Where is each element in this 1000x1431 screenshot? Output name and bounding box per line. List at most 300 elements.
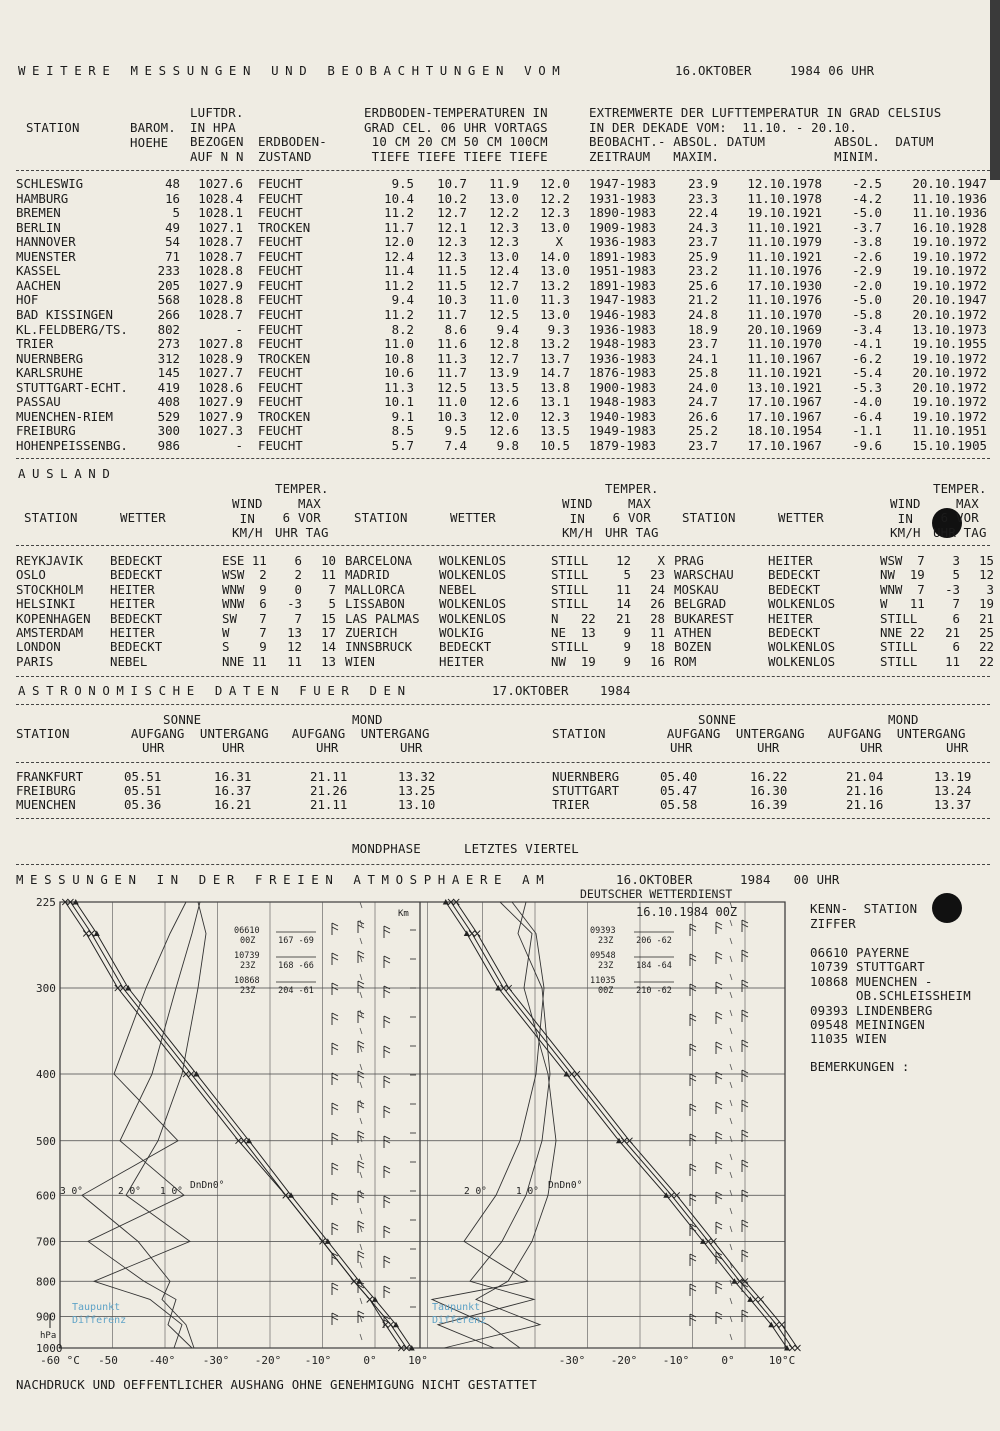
skew-tick: [730, 1298, 732, 1304]
temp-max: 24: [650, 581, 665, 597]
wind: STILL: [880, 639, 918, 655]
wind-barb: [332, 1223, 338, 1235]
soil-100cm: 13.2: [540, 277, 570, 293]
station-entry: OB.SCHLEISSHEIM: [810, 988, 971, 1004]
weather: HEITER: [768, 610, 813, 626]
mondphase-value: LETZTES VIERTEL: [464, 841, 579, 856]
soil-state: FEUCHT: [258, 234, 303, 250]
temp-6uhr: 12: [287, 639, 302, 655]
soil-20cm: 12.3: [437, 234, 467, 250]
moonrise: 21.04: [846, 769, 884, 784]
data-point: [383, 1322, 389, 1328]
station-name: KASSEL: [16, 263, 61, 279]
moonset: 13.10: [398, 797, 436, 813]
uhr-label: UHR: [860, 740, 883, 755]
wind-barb: [716, 922, 722, 934]
wind-barb: [358, 1101, 364, 1113]
station-name: BOZEN: [674, 639, 712, 655]
station-name: WIEN: [345, 653, 375, 669]
period: 1946-1983: [589, 306, 657, 322]
period: 1948-1983: [589, 394, 657, 410]
wind-barb: [384, 1196, 390, 1208]
max-date: 11.10.1921: [747, 219, 822, 235]
abs-max: 24.8: [688, 306, 718, 322]
inland-row: [0, 206, 1000, 221]
wind-barb: [716, 1222, 722, 1234]
max-date: 11.10.1978: [747, 190, 822, 206]
data-point: [779, 1322, 785, 1328]
sunset: 16.21: [214, 797, 252, 813]
temp-6uhr: 11: [945, 653, 960, 669]
wind-barb: [716, 1192, 722, 1204]
station-name: HOF: [16, 292, 39, 308]
soil-20cm: 11.7: [437, 365, 467, 381]
pressure-label: 1000: [36, 1342, 63, 1355]
period: 1947-1983: [589, 176, 657, 191]
station-name: NUERNBERG: [16, 350, 84, 366]
inland-row: [0, 337, 1000, 352]
barom-height: 49: [165, 219, 180, 235]
min-date: 19.10.1972: [912, 394, 987, 410]
temp-6uhr: 12: [616, 553, 631, 568]
soil-100cm: 10.5: [540, 437, 570, 453]
wind-barb: [358, 1041, 364, 1053]
temp-max: 7: [328, 581, 336, 597]
soil-state: FEUCHT: [258, 365, 303, 381]
soil-10cm: 12.0: [384, 234, 414, 250]
soil-10cm: 11.0: [384, 336, 414, 352]
soil-10cm: 10.6: [384, 365, 414, 381]
station-name: AMSTERDAM: [16, 625, 84, 640]
station-name: STUTTGART-ECHT.: [16, 379, 128, 395]
barom-height: 145: [157, 365, 180, 381]
abs-max: 25.6: [688, 277, 718, 293]
soil-state: FEUCHT: [258, 176, 303, 191]
ausland-row: [0, 612, 1000, 627]
station-name: MALLORCA: [345, 581, 405, 597]
taupunkt-label: Taupunkt: [72, 1302, 121, 1313]
station-name: KARLSRUHE: [16, 365, 84, 381]
temp-tick-label: -20°: [610, 1354, 638, 1367]
weather: BEDECKT: [110, 639, 163, 655]
abs-min: -3.4: [852, 321, 882, 337]
pressure: 1028.4: [198, 190, 243, 206]
temp-tick-label: -30°: [202, 1354, 230, 1367]
barom-height: 300: [157, 423, 180, 439]
soil-20cm: 7.4: [444, 437, 467, 453]
wind-barb: [384, 1046, 390, 1058]
abs-max: 23.2: [688, 263, 718, 279]
skew-tick: [360, 1154, 362, 1160]
pressure: 1028.7: [198, 248, 243, 264]
abs-min: -9.6: [852, 437, 882, 453]
wind: NW 19: [551, 653, 596, 669]
data-point: [89, 931, 95, 937]
skew-tick: [360, 992, 362, 998]
wind-barb: [690, 1014, 696, 1026]
abs-max: 26.6: [688, 408, 718, 424]
temp-max: 26: [650, 596, 665, 612]
weather: WOLKIG: [439, 625, 484, 640]
skew-tick: [360, 938, 362, 944]
wind-barb: [716, 1012, 722, 1024]
wind-barb: [690, 1194, 696, 1206]
soil-state: TROCKEN: [258, 219, 311, 235]
ausland-row: [0, 554, 1000, 569]
min-date: 13.10.1973: [912, 321, 987, 337]
station-name: MADRID: [345, 567, 390, 583]
soil-10cm: 9.5: [391, 176, 414, 191]
chart-date: 16.10.1984 00Z: [636, 905, 738, 919]
skew-tick: [730, 1226, 732, 1232]
divider: [16, 762, 990, 763]
temp-6uhr: -3: [945, 581, 960, 597]
abs-max: 24.1: [688, 350, 718, 366]
temp-max: 3: [986, 581, 994, 597]
wind-barb: [690, 1164, 696, 1176]
temp-max: 19: [979, 596, 994, 612]
moonrise: 21.16: [846, 783, 884, 799]
min-date: 11.10.1951: [912, 423, 987, 439]
wind-barb: [690, 1074, 696, 1086]
soil-10cm: 12.4: [384, 248, 414, 264]
wind-barb: [384, 1256, 390, 1268]
min-date: 11.10.1936: [912, 190, 987, 206]
divider: [16, 545, 990, 546]
max-date: 11.10.1970: [747, 306, 822, 322]
station-name: KL.FELDBERG/TS.: [16, 321, 128, 337]
ausland-row: [0, 597, 1000, 612]
skew-tick: [360, 1064, 362, 1070]
astro-row: [0, 798, 1000, 813]
legend-values: 168 -66: [278, 961, 314, 971]
wind-barb: [358, 981, 364, 993]
period: 1891-1983: [589, 248, 657, 264]
dewpoint-label: 2 0°: [118, 1186, 141, 1197]
min-date: 15.10.1905: [912, 437, 987, 453]
wind: WSW 7: [880, 553, 925, 568]
temp-max: 23: [650, 567, 665, 583]
temp-6uhr: 9: [623, 639, 631, 655]
barom-height: 5: [172, 205, 180, 221]
station-name: ROM: [674, 653, 697, 669]
wind-barb: [716, 1162, 722, 1174]
barom-height: 48: [165, 176, 180, 191]
temp-max: 15: [979, 553, 994, 568]
pressure: 1028.8: [198, 292, 243, 308]
wind: W 7: [222, 625, 267, 640]
min-date: 19.10.1972: [912, 408, 987, 424]
wind: STILL: [880, 610, 918, 626]
pressure: 1028.1: [198, 205, 243, 221]
legend-values: 167 -69: [278, 936, 314, 946]
skew-tick: [730, 938, 732, 944]
moonset: 13.32: [398, 769, 436, 784]
temp-max: 13: [321, 653, 336, 669]
temp-max: 16: [650, 653, 665, 669]
sunset: 16.37: [214, 783, 252, 799]
temp-tick-label: 0°: [721, 1354, 735, 1367]
stations-header: KENN- STATION ZIFFER: [810, 901, 918, 931]
temp-tick-label: -10°: [662, 1354, 690, 1367]
soil-state: FEUCHT: [258, 306, 303, 322]
wind-barb: [332, 953, 338, 965]
wind-barb: [690, 1254, 696, 1266]
abs-min: -5.0: [852, 292, 882, 308]
data-point: [474, 931, 480, 937]
abs-min: -3.8: [852, 234, 882, 250]
wind-barb: [716, 952, 722, 964]
km-label: Km: [398, 909, 409, 919]
pressure: 1027.3: [198, 423, 243, 439]
station-entry: 09548 MEININGEN: [810, 1017, 925, 1032]
legend-time: 00Z: [240, 936, 256, 946]
soil-50cm: 12.5: [489, 306, 519, 322]
inland-row: [0, 308, 1000, 323]
temp-max: 22: [979, 639, 994, 655]
weather: NEBEL: [439, 581, 477, 597]
inland-row: [0, 381, 1000, 396]
temp-6uhr: 6: [294, 553, 302, 568]
col-station: STATION: [354, 510, 408, 525]
legend-station-id: 11035: [590, 976, 616, 986]
inland-row: [0, 177, 1000, 192]
soil-20cm: 11.5: [437, 263, 467, 279]
divider: [16, 864, 990, 865]
legend-time: 23Z: [598, 936, 614, 946]
abs-min: -4.0: [852, 394, 882, 410]
station-name: LAS PALMAS: [345, 610, 420, 626]
soil-100cm: 13.1: [540, 394, 570, 410]
col-temper: TEMPER. MAX 6 VOR UHR TAG: [605, 481, 659, 540]
soil-50cm: 12.2: [489, 205, 519, 221]
wind-barb: [332, 1013, 338, 1025]
max-date: 13.10.1921: [747, 379, 822, 395]
astro-date: 17.OKTOBER: [492, 683, 569, 698]
skew-tick: [730, 1082, 732, 1088]
skew-tick: [360, 1208, 362, 1214]
data-point: [367, 1296, 373, 1302]
temp-max: X: [657, 553, 665, 568]
max-date: 17.10.1930: [747, 277, 822, 293]
divider: [16, 818, 990, 819]
dewpoint-label: 2 0°: [464, 1186, 487, 1197]
uhr-label: UHR: [222, 740, 245, 755]
ausland-title: AUSLAND: [18, 466, 117, 481]
col-wind: WIND IN KM/H: [562, 496, 593, 540]
station-entry: 11035 WIEN: [810, 1031, 887, 1047]
soil-50cm: 12.4: [489, 263, 519, 279]
skew-tick: [360, 1298, 362, 1304]
temp-6uhr: -3: [287, 596, 302, 612]
soil-state: TROCKEN: [258, 350, 311, 366]
wind-barb: [332, 1283, 338, 1295]
ausland-row: [0, 568, 1000, 583]
abs-min: -2.5: [852, 176, 882, 191]
wind: STILL: [551, 553, 589, 568]
data-point: [774, 1322, 780, 1328]
soil-20cm: 8.6: [444, 321, 467, 337]
min-date: 20.10.1947: [912, 176, 987, 191]
station-name: PRAG: [674, 553, 704, 568]
weather: WOLKENLOS: [768, 653, 836, 669]
wind-barb: [332, 1103, 338, 1115]
station-entry: 06610 PAYERNE: [810, 945, 910, 960]
uhr-label: UHR: [946, 740, 969, 755]
legend-station-id: 09393: [590, 926, 616, 936]
soil-50cm: 9.4: [496, 321, 519, 337]
temp-6uhr: 3: [952, 553, 960, 568]
remarks-label: BEMERKUNGEN :: [810, 1059, 910, 1074]
chart-series: [62, 899, 800, 1351]
pressure: 1028.7: [198, 234, 243, 250]
wind: NE 13: [551, 625, 596, 640]
barom-height: 54: [165, 234, 180, 250]
station-name: LISSABON: [345, 596, 405, 612]
col-wind: WIND IN KM/H: [232, 496, 263, 540]
temp-6uhr: 13: [287, 625, 302, 640]
weather: WOLKENLOS: [439, 596, 507, 612]
wind-barb: [358, 1311, 364, 1323]
temp-max: 21: [979, 610, 994, 626]
weather: BEDECKT: [110, 567, 163, 583]
wind: WNW 6: [222, 596, 267, 612]
col-temper: TEMPER. MAX 6 VOR UHR TAG: [933, 481, 987, 540]
soil-20cm: 11.5: [437, 277, 467, 293]
station-name: INNSBRUCK: [345, 639, 413, 655]
weather: WOLKENLOS: [439, 567, 507, 583]
station-entry: 10739 STUTTGART: [810, 959, 925, 975]
pressure: 1027.1: [198, 219, 243, 235]
weather: BEDECKT: [110, 553, 163, 568]
pressure-label: 500: [36, 1134, 56, 1148]
skew-tick: [730, 1100, 732, 1106]
wind-barb: [358, 921, 364, 933]
period: 1879-1983: [589, 437, 657, 453]
dewpoint-label: 3 0°: [60, 1186, 83, 1197]
soil-100cm: 12.2: [540, 190, 570, 206]
soil-state: FEUCHT: [258, 292, 303, 308]
weather: BEDECKT: [110, 610, 163, 626]
wind-barb: [716, 1102, 722, 1114]
barom-height: 205: [157, 277, 180, 293]
soil-100cm: 12.3: [540, 205, 570, 221]
moonset: 13.25: [398, 783, 436, 799]
legend-station-id: 10868: [234, 976, 260, 986]
temp-max: 14: [321, 639, 336, 655]
skew-tick: [360, 1262, 362, 1268]
period: 1891-1983: [589, 277, 657, 293]
dewpoint-label: 1 0°: [516, 1186, 539, 1197]
wind-barb: [716, 1312, 722, 1324]
weather: WOLKENLOS: [439, 553, 507, 568]
temp-6uhr: 5: [623, 567, 631, 583]
skew-tick: [730, 1316, 732, 1322]
temp-tick-label: 10°: [408, 1354, 428, 1367]
min-date: 19.10.1972: [912, 248, 987, 264]
temp-max: 5: [328, 596, 336, 612]
wind-barb: [690, 1284, 696, 1296]
moonrise: 21.26: [310, 783, 348, 799]
wind: ESE 11: [222, 553, 267, 568]
wind: STILL: [551, 567, 589, 583]
col-station: STATION: [24, 510, 78, 525]
soil-state: TROCKEN: [258, 408, 311, 424]
inland-row: [0, 366, 1000, 381]
divider: [16, 170, 990, 171]
pressure: 1028.7: [198, 306, 243, 322]
dewpoint-label: DnDn0°: [190, 1180, 225, 1191]
temp-max: 11: [650, 625, 665, 640]
temp-max: 11: [321, 567, 336, 583]
barom-height: 312: [157, 350, 180, 366]
barom-height: 233: [157, 263, 180, 279]
soil-state: FEUCHT: [258, 277, 303, 293]
abs-max: 22.4: [688, 205, 718, 221]
barom-height: 408: [157, 394, 180, 410]
moonrise: 21.11: [310, 769, 348, 784]
skew-tick: [360, 1028, 362, 1034]
wind-barb: [690, 954, 696, 966]
soil-10cm: 11.4: [384, 263, 414, 279]
legend-values: 206 -62: [636, 936, 672, 946]
pressure-label: 600: [36, 1189, 56, 1203]
temp-6uhr: 7: [952, 596, 960, 612]
taupunkt-label: Taupunkt: [432, 1302, 481, 1313]
period: 1890-1983: [589, 205, 657, 221]
wind: NW 19: [880, 567, 925, 583]
soil-20cm: 10.3: [437, 292, 467, 308]
max-date: 11.10.1921: [747, 365, 822, 381]
inland-row: [0, 424, 1000, 439]
soil-50cm: 13.0: [489, 248, 519, 264]
soil-10cm: 11.7: [384, 219, 414, 235]
abs-min: -5.3: [852, 379, 882, 395]
station-name: ZUERICH: [345, 625, 398, 640]
wind-barb: [690, 1314, 696, 1326]
station-name: PARIS: [16, 653, 54, 669]
divider: [16, 676, 990, 677]
abs-max: 25.2: [688, 423, 718, 439]
soil-10cm: 9.4: [391, 292, 414, 308]
pressure-label: 900: [36, 1310, 56, 1324]
aero-time: 1984 00 UHR: [740, 872, 840, 887]
inland-row: [0, 395, 1000, 410]
station-name: AACHEN: [16, 277, 61, 293]
astro-col-headers: STATION AUFGANG UNTERGANG AUFGANG UNTERGANG: [552, 726, 966, 741]
station-name: MUENSTER: [16, 248, 76, 264]
temp-6uhr: 7: [294, 610, 302, 626]
min-date: 19.10.1972: [912, 234, 987, 250]
soil-state: FEUCHT: [258, 437, 303, 453]
temp-6uhr: 6: [952, 610, 960, 626]
uhr-label: UHR: [400, 740, 423, 755]
wind-barb: [358, 951, 364, 963]
wind-barb: [384, 1136, 390, 1148]
wind-barb: [332, 1043, 338, 1055]
divider: [16, 704, 990, 705]
col-station: STATION: [682, 510, 736, 525]
station-name: BUKAREST: [674, 610, 734, 626]
wind-barb: [358, 1191, 364, 1203]
data-point: [94, 931, 100, 937]
report-title: WEITERE MESSUNGEN UND BEOBACHTUNGEN VOM: [18, 63, 567, 78]
temp-tick-label: -60 °C: [40, 1354, 80, 1367]
soil-100cm: 13.7: [540, 350, 570, 366]
wind: STILL: [880, 653, 918, 669]
period: 1947-1983: [589, 292, 657, 308]
period: 1936-1983: [589, 234, 657, 250]
